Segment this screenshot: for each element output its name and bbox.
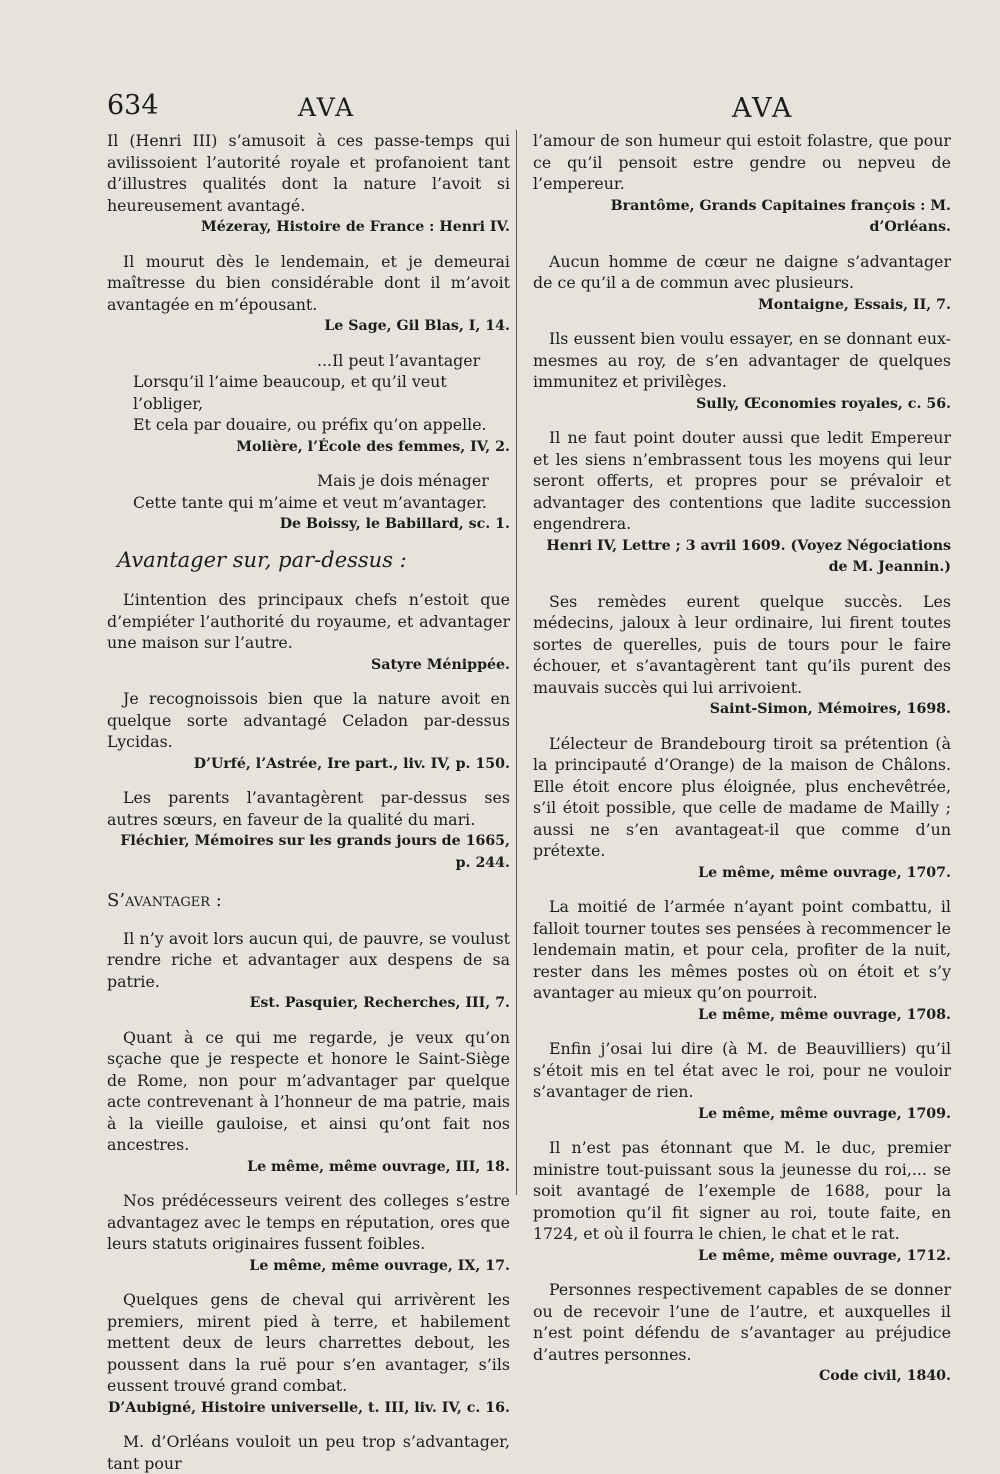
- citation: Satyre Ménippée.: [371, 656, 510, 673]
- quotation: Quant à ce qui me regarde, je veux qu’on sçache que je respecte et honore le Saint-Siège de Rome, non pour m’advantager par quelque acte contrevenant à l’honneur de ma patrie, mais à la vieille gauloise, et ainsi qu’ont fait nos ancestres.: [107, 1027, 510, 1154]
- quotation: Les parents l’avantagèrent par-dessus ses autres sœurs, en faveur de la qualité du mari.: [107, 788, 510, 829]
- citation: Le même, même ouvrage, 1708.: [698, 1006, 951, 1023]
- citation: Le même, même ouvrage, IX, 17.: [249, 1257, 510, 1274]
- quotation: Nos prédécesseurs veirent des colleges s’estre advantagez avec le temps en réputation, ores que leurs statuts originaires fussent foibles.: [107, 1191, 510, 1253]
- verse-line: Lorsqu’il l’aime beaucoup, et qu’il veut l’obliger,: [133, 372, 447, 413]
- quotation: Il mourut dès le lendemain, et je demeurai maîtresse du bien considérable dont il m’avoit avantagée en m’épousant.: [107, 251, 510, 314]
- quotation: Quelques gens de cheval qui arrivèrent les premiers, mirent pied à terre, et habilement mettent deux de leurs charrettes debout, les poussent dans la ruë pour s’en avantager, s’ils eussent trouvé grand combat.: [107, 1290, 510, 1395]
- quotation: Ils eussent bien voulu essayer, en se donnant eux-mesmes au roy, de s’en advantager de quelques immunitez et privilèges.: [533, 329, 951, 391]
- citation: Le même, même ouvrage, 1712.: [698, 1247, 951, 1264]
- quotation: Ses remèdes eurent quelque succès. Les médecins, jaloux à leur ordinaire, lui firent toutes sortes de querelles, puis de tours pour le faire échouer, et s’avantagèrent tant qu’ils purent des mauvais succès qui lui arrivoient.: [533, 591, 951, 697]
- citation: Henri IV, Lettre ; 3 avril 1609. (Voyez Négociations de M. Jeannin.): [546, 537, 951, 575]
- verse-line: Et cela par douaire, ou préfix qu’on appelle.: [133, 415, 487, 434]
- verse-quotation: [107, 350, 510, 436]
- quotation: l’amour de son humeur qui estoit folastre, que pour ce qu’il pensoit estre gendre ou nepveu de l’empereur.: [533, 131, 951, 193]
- quotation: La moitié de l’armée n’ayant point combattu, il falloit tourner toutes ses pensées à recommencer le lendemain matin, et pour cela, profiter de la nuit, rester dans les mêmes postes où on étoit et s’y avantager au mieux qu’on pourroit.: [533, 897, 951, 1002]
- quotation: L’intention des principaux chefs n’estoit que d’empiéter l’authorité du royaume, et advantager une maison sur l’autre.: [107, 590, 510, 652]
- quotation: Il n’y avoit lors aucun qui, de pauvre, se voulust rendre riche et advantager aux despens de sa patrie.: [107, 928, 510, 991]
- quotation: Il n’est pas étonnant que M. le duc, premier ministre tout-puissant sous la jeunesse du roi,... se soit avantagé de l’exemple de 1688, pour la promotion qu’il fit signer au roi, toute faite, en 1724, et où il fourra le chien, le chat et le rat.: [533, 1138, 951, 1243]
- subheading: Avantager sur, par-dessus :: [117, 547, 407, 572]
- quotation: M. d’Orléans vouloit un peu trop s’advantager, tant pour: [107, 1432, 510, 1473]
- citation: Molière, l’École des femmes, IV, 2.: [236, 438, 510, 455]
- citation: Sully, Œconomies royales, c. 56.: [696, 395, 951, 412]
- subheading: [107, 890, 510, 912]
- citation: Mézeray, Histoire de France : Henri IV.: [201, 219, 510, 235]
- running-head-left: AVA: [298, 93, 356, 122]
- citation: Le même, même ouvrage, III, 18.: [247, 1158, 510, 1175]
- quotation: Personnes respectivement capables de se donner ou de recevoir l’une de l’autre, et auxquelles il n’est point défendu de s’avantager au préjudice d’autres personnes.: [533, 1280, 951, 1364]
- verse-line: Cette tante qui m’aime et veut m’avantager.: [133, 492, 487, 512]
- citation: Code civil, 1840.: [819, 1368, 951, 1384]
- subheading-label: S’avantager :: [107, 890, 222, 911]
- citation: Saint-Simon, Mémoires, 1698.: [709, 701, 951, 717]
- citation: D’Urfé, l’Astrée, Ire part., liv. IV, p. 150.: [193, 755, 510, 772]
- quotation: Il (Henri III) s’amusoit à ces passe-temps qui avilissoient l’autorité royale et profanoient tant d’illustres qualités dont la nature l’avoit si heureusement avantagé.: [107, 131, 510, 215]
- quotation: Enfin j’osai lui dire (à M. de Beauvilliers) qu’il s’étoit mis en tel état avec le roi, pour ne vouloir s’avantager de rien.: [533, 1039, 951, 1101]
- citation: Le même, même ouvrage, 1707.: [698, 864, 951, 881]
- citation: D’Aubigné, Histoire universelle, t. III, liv. IV, c. 16.: [107, 1399, 510, 1416]
- left-column: [107, 130, 510, 1474]
- verse-line: Mais je dois ménager: [317, 471, 489, 490]
- citation: Montaigne, Essais, II, 7.: [758, 296, 951, 313]
- right-column: [533, 130, 951, 1400]
- quotation: L’électeur de Brandebourg tiroit sa prétention (à la principauté d’Orange) de la maison de Châlons. Elle étoit encore plus éloignée, plus enchevêtrée, s’il étoit possible, que celle de madame de Mailly ; aussi ne s’en avantageat-il que comme d’un prétexte.: [533, 733, 951, 860]
- column-divider: [516, 130, 517, 1195]
- verse-quotation: [107, 470, 510, 513]
- quotation: Il ne faut point douter aussi que ledit Empereur et les siens n’embrassent tous les moyens qui leur seront offerts, et propres pour se prévaloir et advantager des contentions que ladite succession engendrera.: [533, 428, 951, 533]
- verse-line: ...Il peut l’avantager: [317, 350, 481, 370]
- citation: Est. Pasquier, Recherches, III, 7.: [249, 995, 510, 1011]
- page-number: 634: [107, 90, 159, 121]
- citation: Le Sage, Gil Blas, I, 14.: [324, 318, 510, 334]
- quotation: Aucun homme de cœur ne daigne s’advantager de ce qu’il a de commun avec plusieurs.: [533, 251, 951, 292]
- running-head-right: AVA: [732, 93, 794, 124]
- citation: De Boissy, le Babillard, sc. 1.: [279, 516, 510, 532]
- citation: Brantôme, Grands Capitaines françois : M. d’Orléans.: [610, 197, 951, 235]
- quotation: Je recognoissois bien que la nature avoit en quelque sorte advantagé Celadon par-dessus Lycidas.: [107, 689, 510, 751]
- citation: Fléchier, Mémoires sur les grands jours de 1665, p. 244.: [120, 833, 510, 871]
- citation: Le même, même ouvrage, 1709.: [698, 1105, 951, 1122]
